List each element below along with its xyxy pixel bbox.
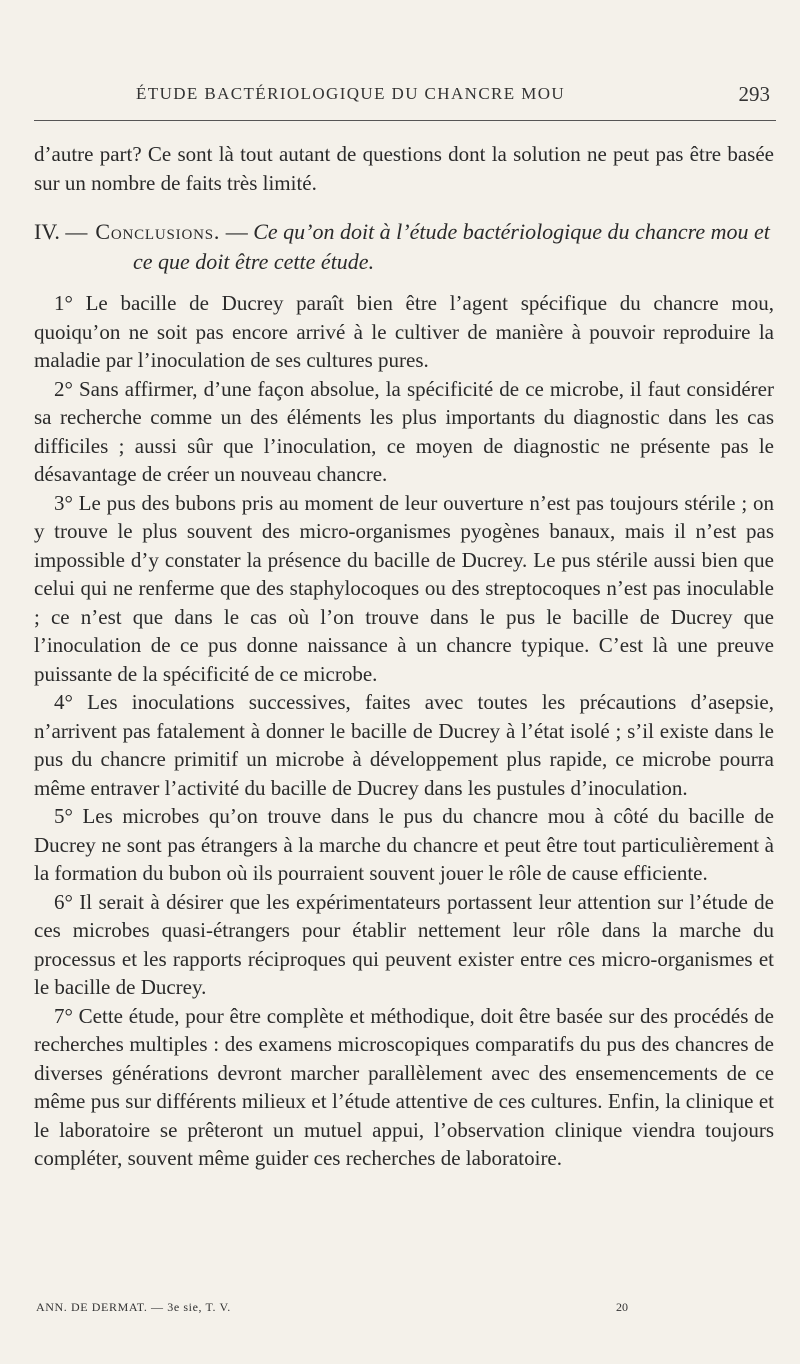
page-number: 293 bbox=[738, 82, 770, 106]
section-heading bbox=[34, 217, 774, 277]
section-label: Conclusions. bbox=[95, 219, 221, 244]
running-head bbox=[32, 84, 778, 114]
conclusion-6: 6° Il serait à désirer que les expérimentateurs portassent leur attention sur l’étude de ces microbes quasi-étrangers pour établir nettement leur rôle dans la marche du processus et les rapports réciproques qui peuvent exister entre ces micro-organismes et le bacille de Ducrey. bbox=[34, 889, 774, 999]
conclusion-4: 4° Les inoculations successives, faites avec toutes les précautions d’asepsie, n’arrivent pas fatalement à donner le bacille de Ducrey à l’état isolé ; s’il existe dans le pus du chancre primitif un microbe à développement plus rapide, ce microbe pourra même entraver l’activité du bacille de Ducrey dans les pustules d’inoculation. bbox=[34, 690, 774, 800]
journal-signature: ANN. DE DERMAT. — 3e sie, T. V. bbox=[36, 1300, 231, 1314]
conclusion-5: 5° Les microbes qu’on trouve dans le pus du chancre mou à côté du bacille de Ducrey ne sont pas étrangers à la marche du chancre et peut être tout particulièrement à la formation du bubon où ils pourraient souvent jouer le rôle de cause efficiente. bbox=[34, 804, 774, 885]
signature-number: 20 bbox=[616, 1300, 628, 1314]
body-text bbox=[34, 140, 774, 1173]
running-title: ÉTUDE BACTÉRIOLOGIQUE DU CHANCRE MOU bbox=[136, 84, 566, 103]
conclusion-2: 2° Sans affirmer, d’une façon absolue, la spécificité de ce microbe, il faut considérer sa recherche comme un des éléments les plus importants du diagnostic dans les cas difficiles ; aussi sûr que l’inoculation, ce moyen de diagnostic ne présente pas le désavantage de créer un nouveau chancre. bbox=[34, 376, 774, 486]
intro-paragraph: d’autre part? Ce sont là tout autant de questions dont la solution ne peut pas être basée sur un nombre de faits très limité. bbox=[34, 142, 774, 195]
section-number: IV. — bbox=[34, 219, 88, 244]
conclusion-7: 7° Cette étude, pour être complète et méthodique, doit être basée sur des procédés de recherches multiples : des examens microscopiques comparatifs du pus des chancres de diverses générations devront marcher parallèlement avec des ensemencements de ce même pus sur différents milieux et l’étude attentive de ces cultures. Enfin, la clinique et le laboratoire se prêteront un mutuel appui, l’observation clinique viendra toujours compléter, souvent même guider ces recherches de laboratoire. bbox=[34, 1003, 774, 1170]
header-rule bbox=[34, 120, 776, 121]
conclusion-1: 1° Le bacille de Ducrey paraît bien être l’agent spécifique du chancre mou, quoiqu’on ne soit pas encore arrivé à le cultiver de manière à pouvoir reproduire la maladie par l’inoculation de ses cultures pures. bbox=[34, 291, 774, 372]
section-separator: — bbox=[225, 219, 248, 244]
section-title: Ce qu’on doit à l’étude bactériologique du chancre mou et ce que doit être cette étude. bbox=[133, 219, 770, 274]
conclusion-3: 3° Le pus des bubons pris au moment de leur ouverture n’est pas toujours stérile ; on y trouve le plus souvent des micro-organismes pyogènes banaux, mais il n’est pas impossible d’y constater la présence du bacille de Ducrey. Le pus stérile aussi bien que celui qui ne renferme que des staphylocoques ou des streptocoques n’est pas inoculable ; ce n’est que dans le cas où l’on trouve dans le pus le bacille de Ducrey que l’inoculation de ce pus donne naissance à un chancre typique. C’est là une preuve puissante de la spécificité de ce microbe. bbox=[34, 490, 774, 686]
footer bbox=[36, 1300, 636, 1322]
